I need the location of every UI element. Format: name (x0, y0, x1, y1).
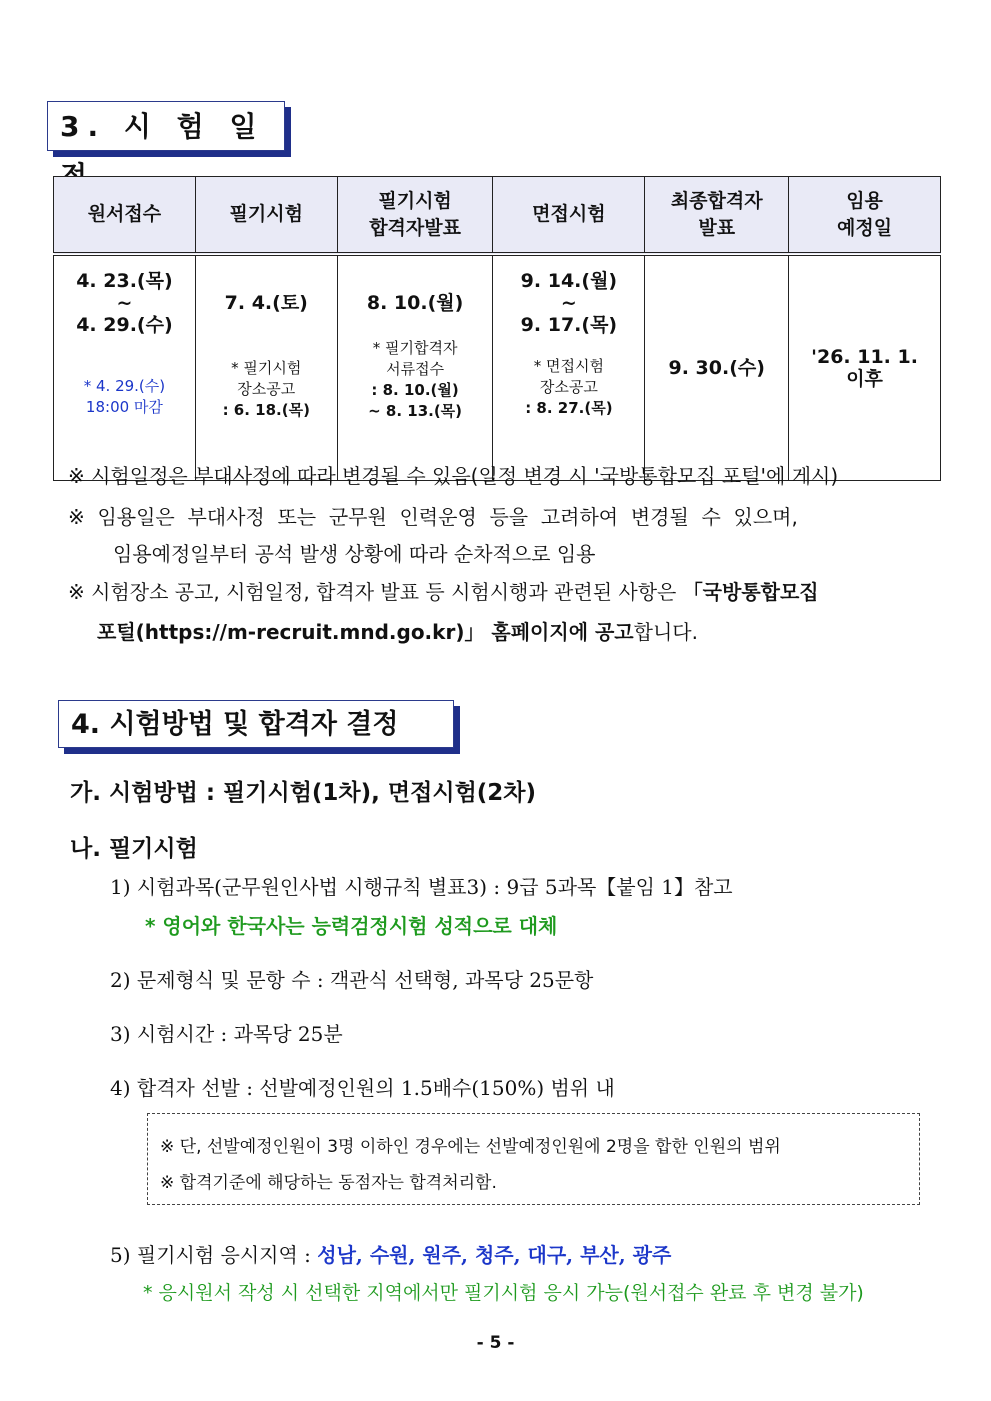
item-5-note: * 응시원서 작성 시 선택한 지역에서만 필기시험 응시 가능(원서접수 완료 후 변경 불가) (143, 1282, 864, 1304)
header-final-result: 최종합격자 발표 (645, 177, 789, 255)
header-written-exam: 필기시험 (195, 177, 337, 255)
note-portal: ※ 시험장소 공고, 시험일정, 합격자 발표 등 시험시행과 관련된 사항은 「국방통합모집 (68, 580, 819, 604)
box-line-2: ※ 합격기준에 해당하는 동점자는 합격처리함. (160, 1173, 497, 1193)
subsection-ga: 가. 시험방법 : 필기시험(1차), 면접시험(2차) (70, 780, 537, 806)
cell-appointment: '26. 11. 1. 이후 (789, 254, 941, 481)
note-appointment-cont: 임용예정일부터 공석 발생 상황에 따라 순차적으로 임용 (113, 542, 596, 566)
pass-criteria-box (147, 1113, 920, 1205)
header-appointment: 임용 예정일 (789, 177, 941, 255)
header-interview: 면접시험 (493, 177, 645, 255)
box-line-1: ※ 단, 선발예정인원이 3명 이하인 경우에는 선발예정인원에 2명을 합한 인원의 범위 (160, 1137, 781, 1157)
item-5: 5) 필기시험 응시지역 : 성남, 수원, 원주, 청주, 대구, 부산, 광주 (110, 1243, 672, 1267)
note-appointment: ※ 임용일은 부대사정 또는 군무원 인력운영 등을 고려하여 변경될 수 있으며, (68, 505, 798, 529)
item-1: 1) 시험과목(군무원인사법 시행규칙 별표3) : 9급 5과목【붙임 1】참고 (110, 875, 733, 899)
table-row (54, 254, 941, 481)
header-application: 원서접수 (54, 177, 196, 255)
item-3: 3) 시험시간 : 과목당 25분 (110, 1022, 343, 1046)
exam-schedule-table (53, 176, 941, 481)
item-4: 4) 합격자 선발 : 선발예정인원의 1.5배수(150%) 범위 내 (110, 1076, 615, 1100)
table-header-row (54, 177, 941, 255)
note-schedule-change: ※ 시험일정은 부대사정에 따라 변경될 수 있음(일정 변경 시 '국방통합모집 포털'에 게시) (68, 464, 839, 488)
cell-application: 4. 23.(목) ~ 4. 29.(수) * 4. 29.(수) 18:00 마감 (54, 254, 196, 481)
cell-final-result: 9. 30.(수) (645, 254, 789, 481)
page-number: - 5 - (476, 1333, 515, 1353)
cell-interview: 9. 14.(월) ~ 9. 17.(목) * 면접시험 장소공고 : 8. 27.(목) (493, 254, 645, 481)
subsection-na: 나. 필기시험 (70, 836, 198, 862)
note-portal-cont: 포털(https://m-recruit.mnd.go.kr)」 홈페이지에 공고합니다. (97, 620, 698, 644)
cell-written-exam: 7. 4.(토) * 필기시험 장소공고 : 6. 18.(목) (195, 254, 337, 481)
section-3-title: 3. 시 험 일 (47, 101, 285, 151)
portal-link-text: 포털(https://m-recruit.mnd.go.kr)」 홈페이지에 공고 (97, 620, 634, 644)
exam-regions: 성남, 수원, 원주, 청주, 대구, 부산, 광주 (317, 1243, 672, 1267)
header-written-result: 필기시험 합격자발표 (337, 177, 493, 255)
cell-written-result: 8. 10.(월) * 필기합격자 서류접수 : 8. 10.(월) ~ 8. 13.(목) (337, 254, 493, 481)
item-1-note: * 영어와 한국사는 능력검정시험 성적으로 대체 (145, 914, 558, 938)
section-4-title: 4. 시험방법 및 합격자 결정 (58, 700, 454, 748)
item-2: 2) 문제형식 및 문항 수 : 객관식 선택형, 과목당 25문항 (110, 968, 594, 992)
